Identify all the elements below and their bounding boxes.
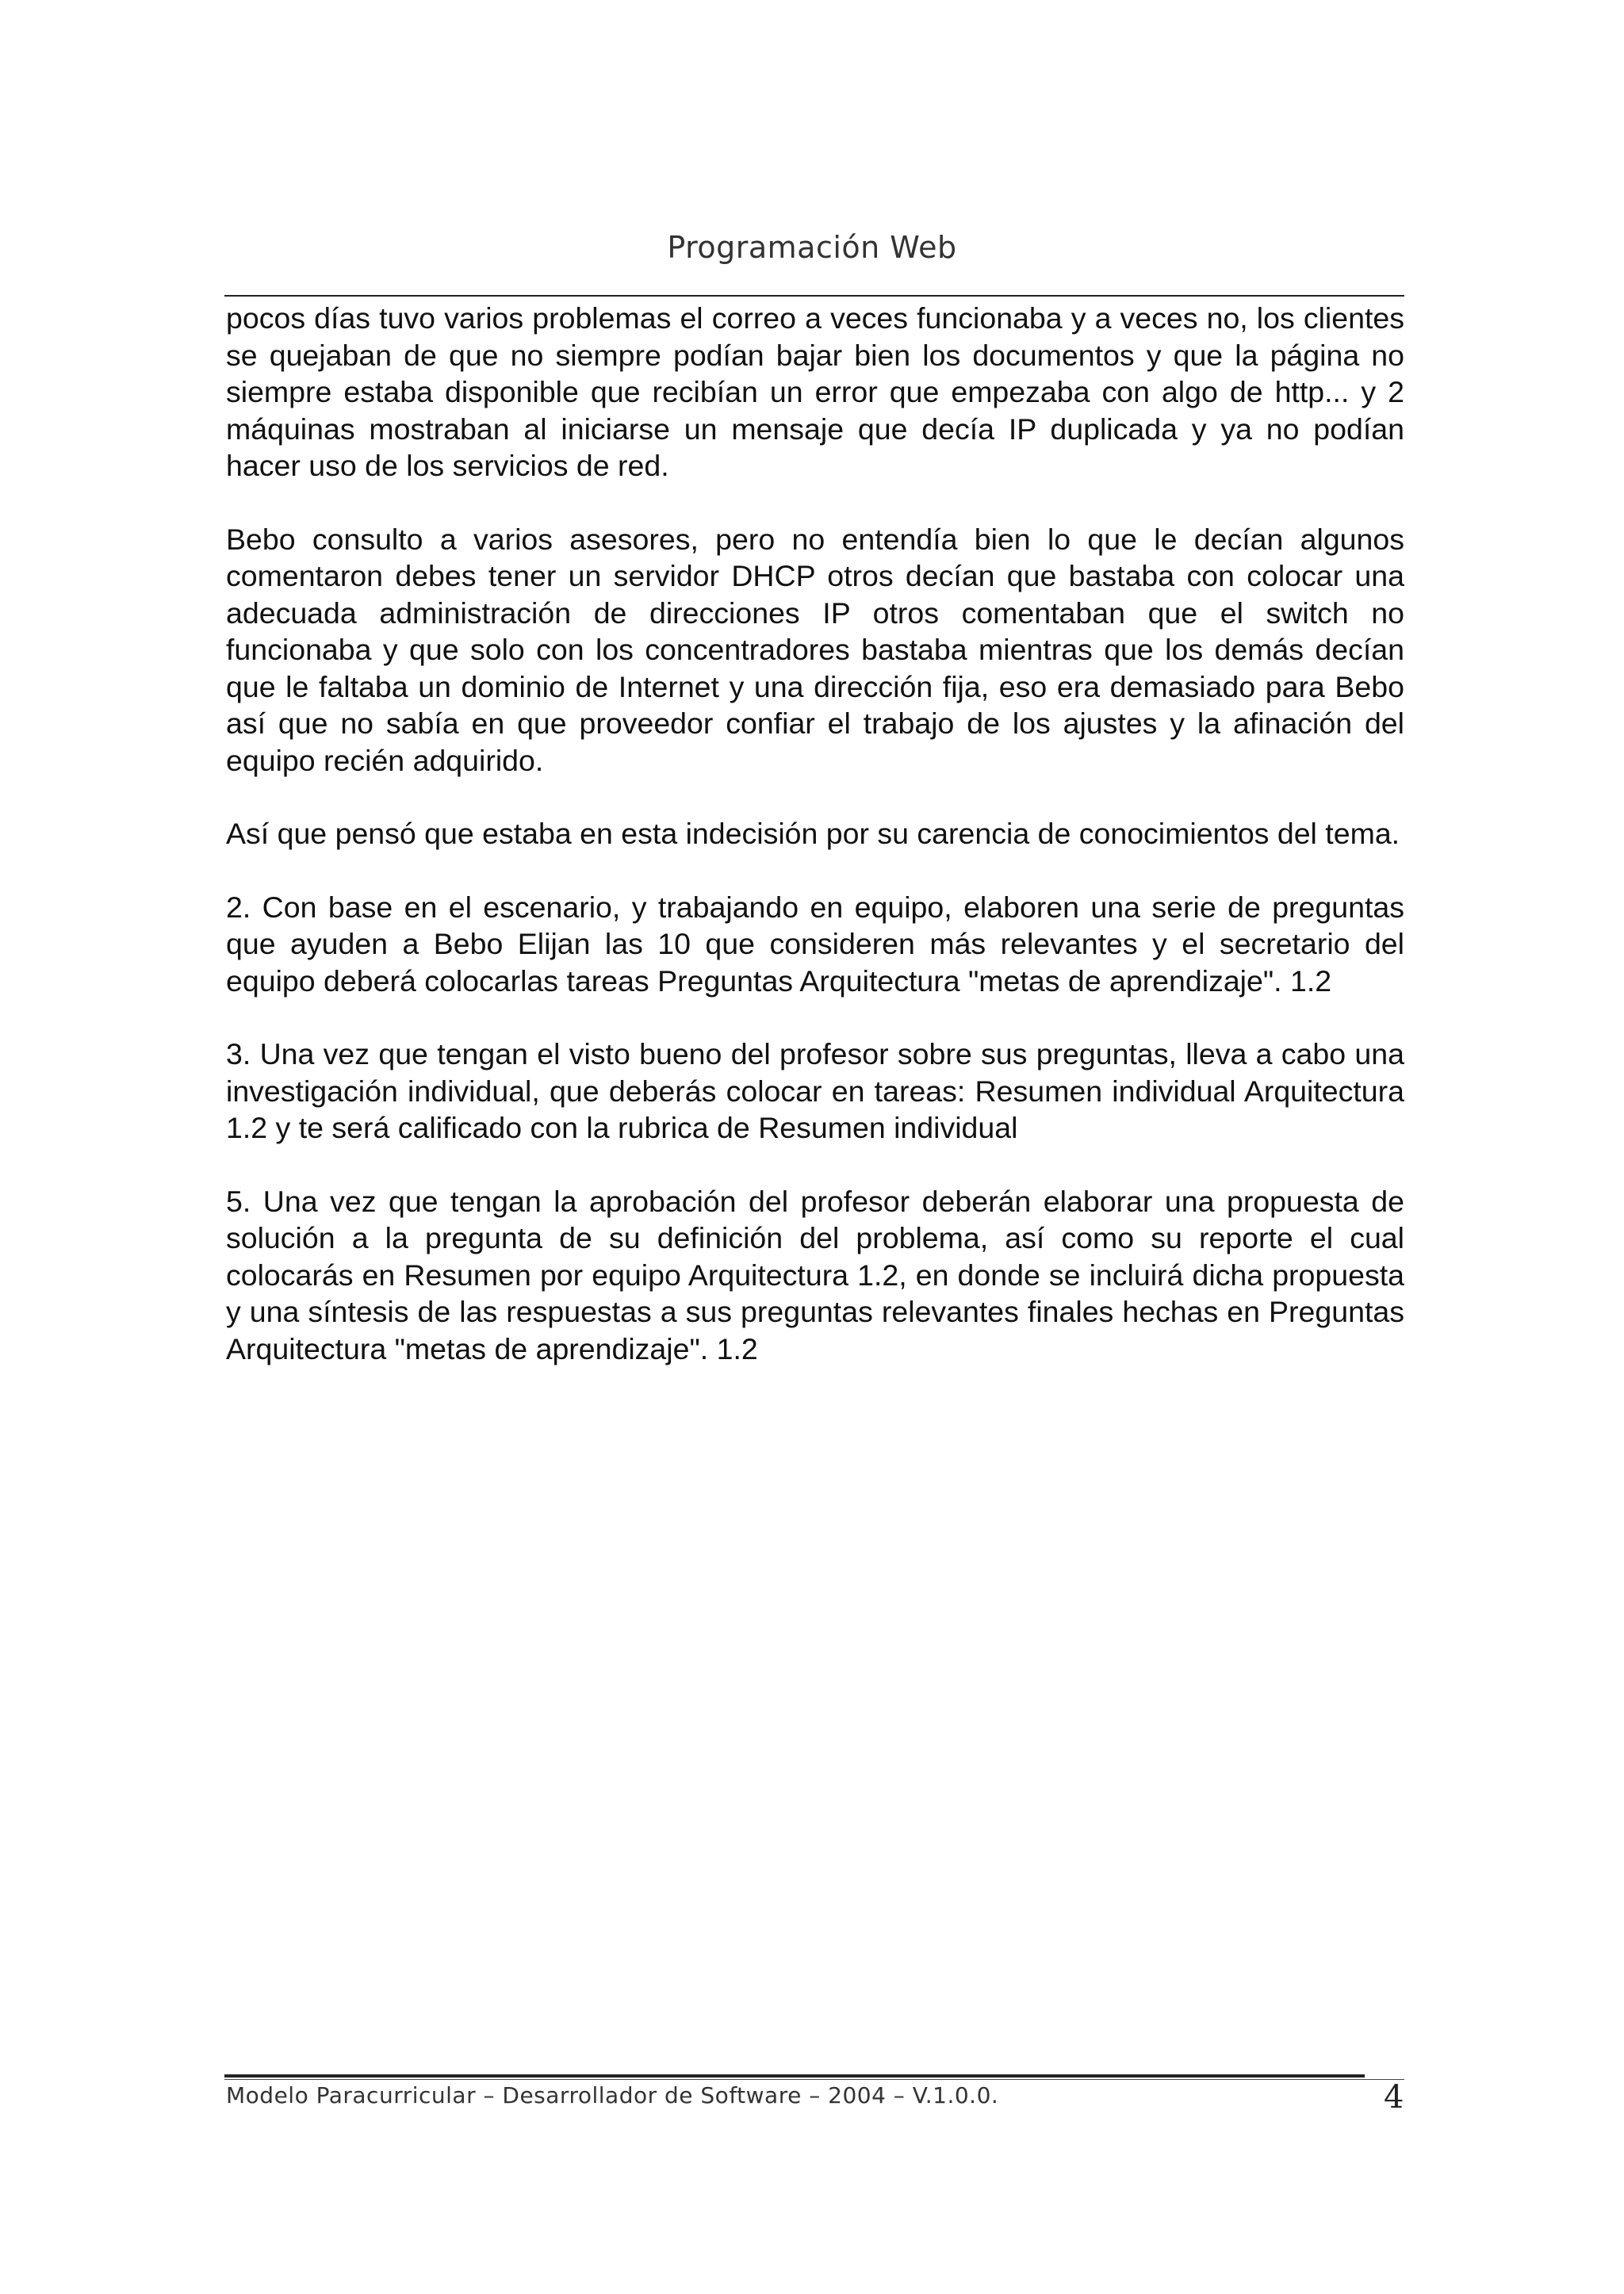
- footer-divider-thick: [224, 2074, 1365, 2078]
- paragraph-indecision: Así que pensó que estaba en esta indecisión por su carencia de conocimientos del tema.: [226, 817, 1400, 850]
- paragraph-advisors: Bebo consulto a varios asesores, pero no entendía bien lo que le decían algunos comentaron debes tener un servidor DHCP otros decían que bastaba con colocar una adecuada administración de direcciones IP otros comentaban que el switch no funcionaba y que solo con los concentradores bastaba mientras que los demás decían que le faltaba un dominio de Internet y una dirección fija, eso era demasiado para Bebo así que no sabía en que proveedor confiar el trabajo de los ajustes y la afinación del equipo recién adquirido.: [226, 522, 1404, 777]
- footer-text: Modelo Paracurricular – Desarrollador de Software – 2004 – V.1.0.0.: [226, 2082, 999, 2108]
- footer-divider-thin: [224, 2079, 1404, 2080]
- header-divider: [224, 295, 1404, 297]
- page-header-title: Programación Web: [667, 230, 957, 265]
- paragraph-step-2: 2. Con base en el escenario, y trabajando en equipo, elaboren una serie de preguntas que ayuden a Bebo Elijan las 10 que consideren más relevantes y el secretario del equipo deberá colocarlas tareas Preguntas Arquitectura "metas de aprendizaje". 1.2: [226, 890, 1404, 998]
- paragraph-step-5: 5. Una vez que tengan la aprobación del profesor deberán elaborar una propuesta de solución a la pregunta de su definición del problema, así como su reporte el cual colocarás en Resumen por equipo Arquitectura 1.2, en donde se incluirá dicha propuesta y una síntesis de las respuestas a sus preguntas relevantes finales hechas en Preguntas Arquitectura "metas de aprendizaje". 1.2: [226, 1184, 1404, 1365]
- document-body: [226, 300, 1404, 1367]
- paragraph-problems: pocos días tuvo varios problemas el correo a veces funcionaba y a veces no, los clientes se quejaban de que no siempre podían bajar bien los documentos y que la página no siempre estaba disponible que recibían un error que empezaba con algo de http... y 2 máquinas mostraban al iniciarse un mensaje que decía IP duplicada y ya no podían hacer uso de los servicios de red.: [226, 301, 1404, 482]
- paragraph-step-3: 3. Una vez que tengan el visto bueno del profesor sobre sus preguntas, lleva a cabo una investigación individual, que deberás colocar en tareas: Resumen individual Arquitectura 1.2 y te será calificado con la rubrica de Resumen individual: [226, 1037, 1404, 1144]
- page-number: 4: [1384, 2079, 1404, 2116]
